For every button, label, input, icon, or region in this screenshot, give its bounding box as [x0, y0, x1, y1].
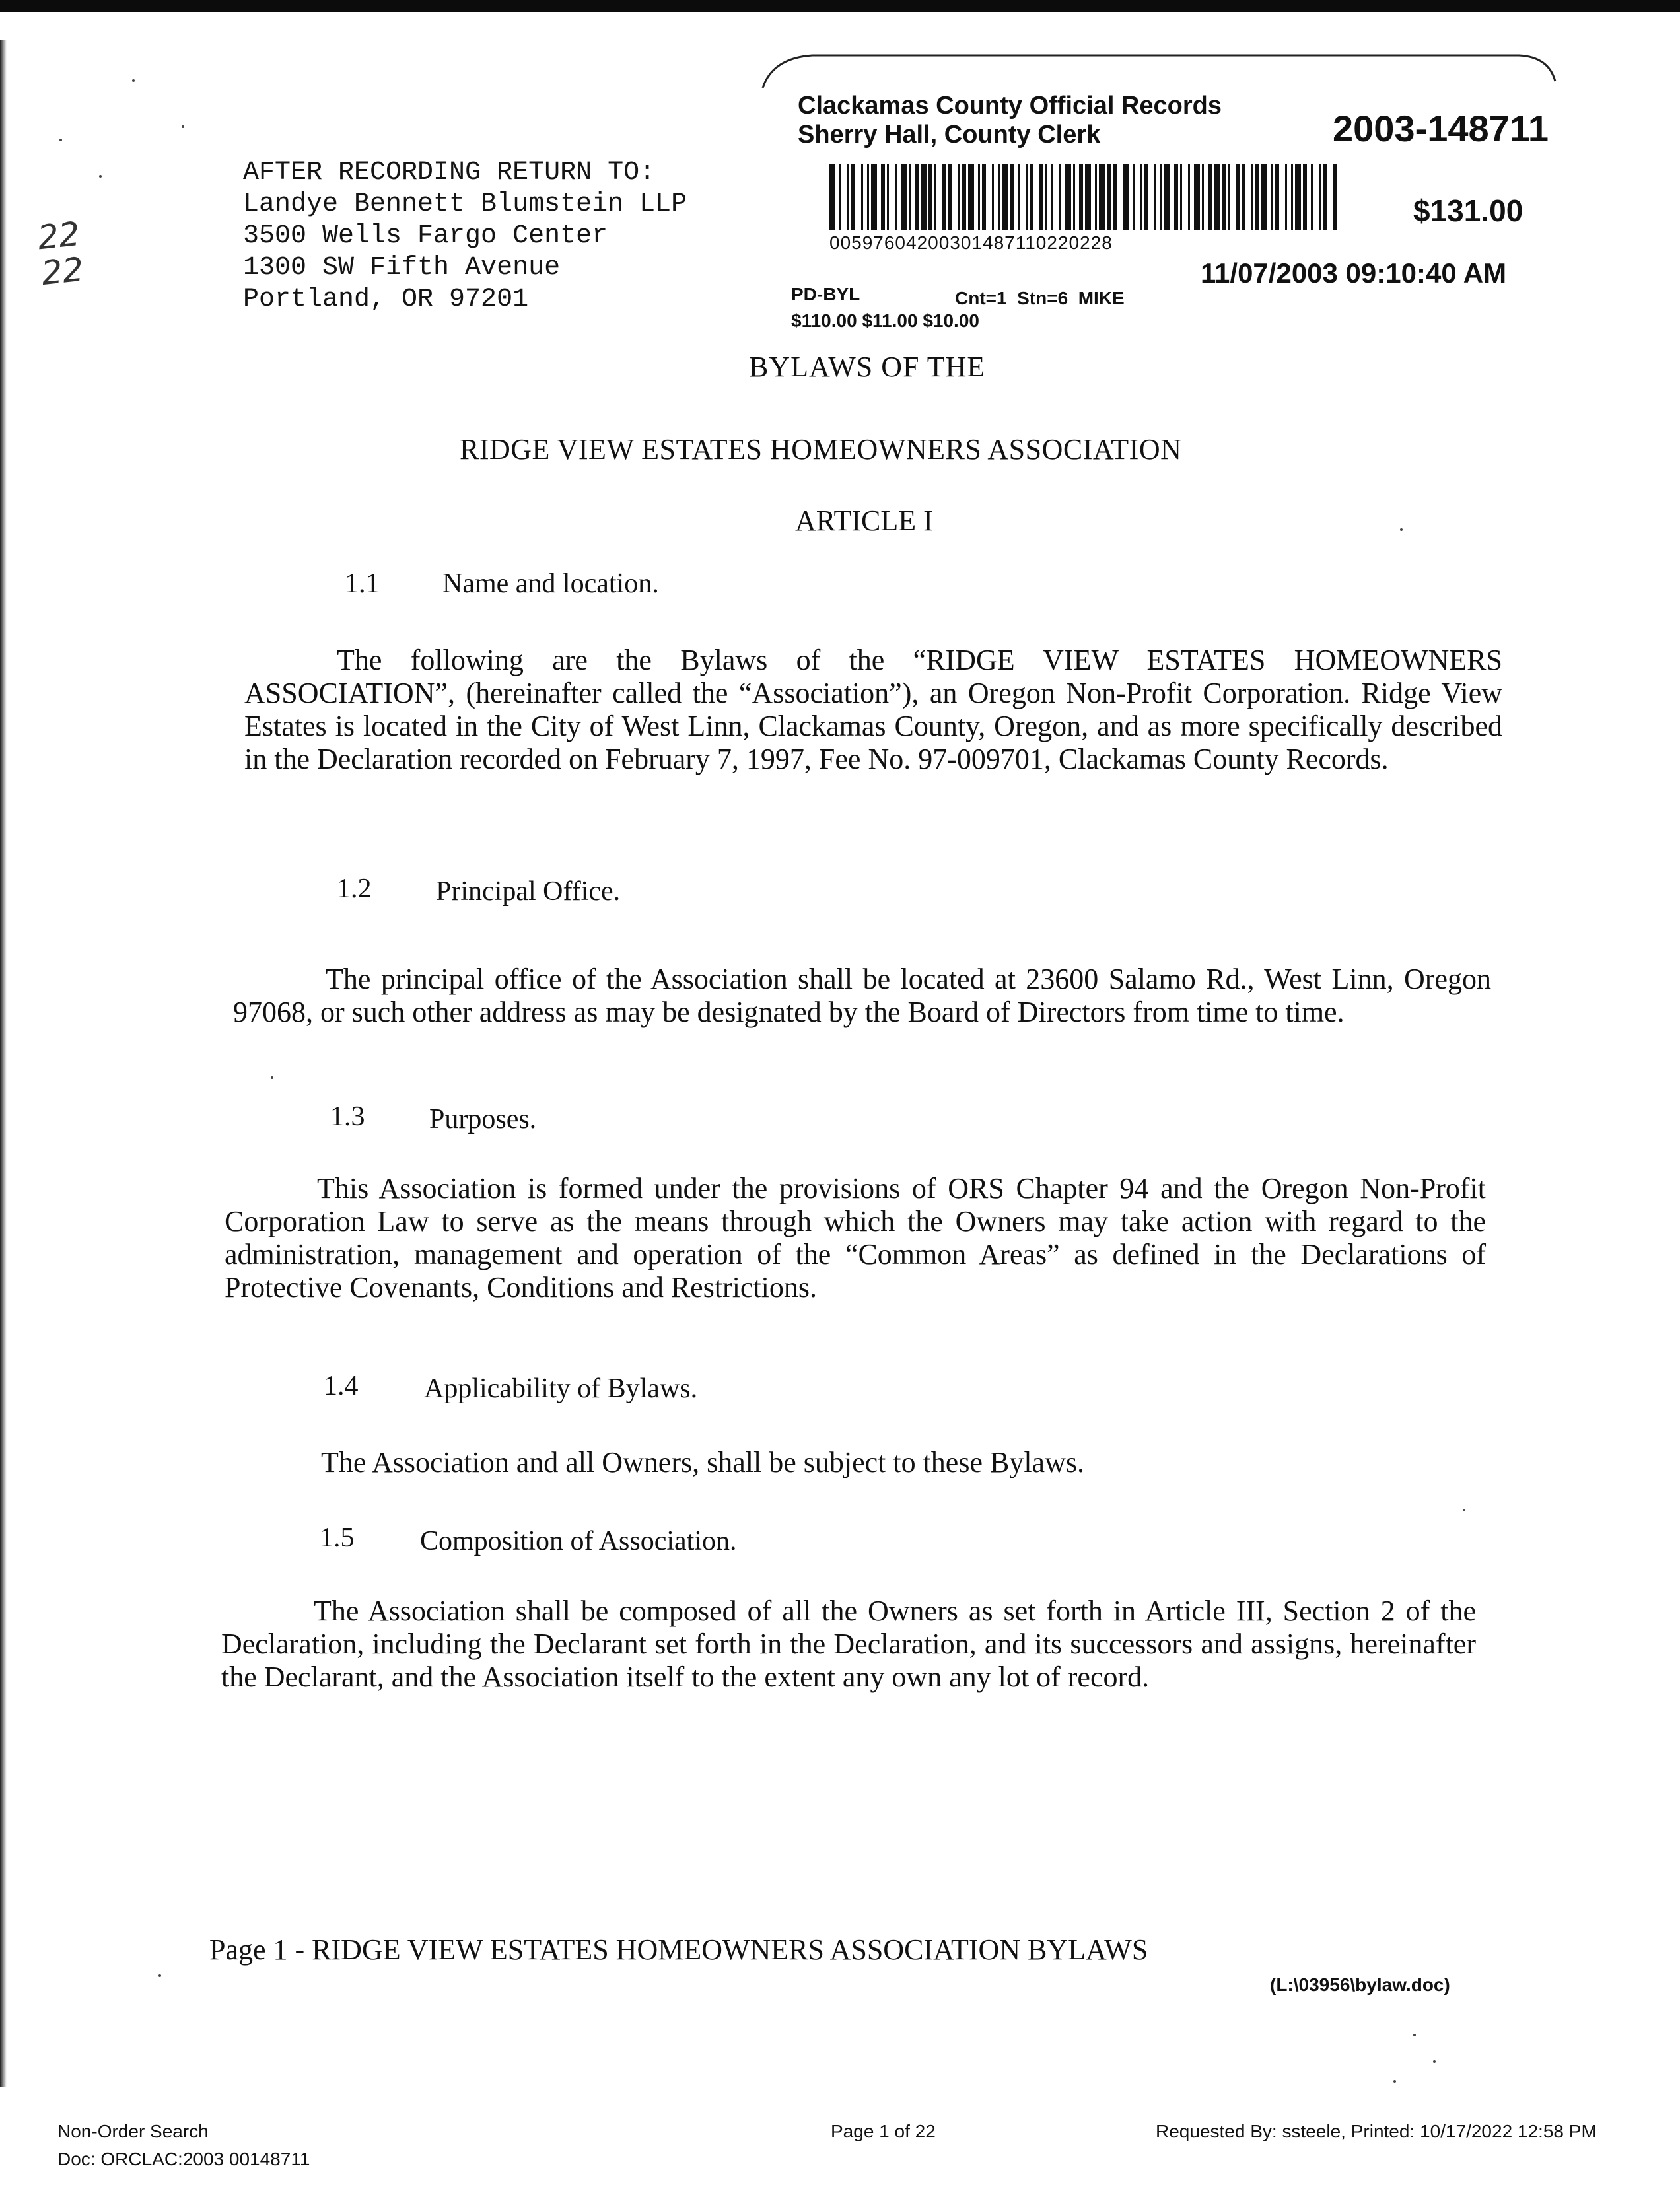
- scan-speck: [1413, 2034, 1416, 2036]
- count-station-info: Cnt=1 Stn=6 MIKE: [955, 288, 1125, 308]
- barcode-icon: [829, 164, 1338, 230]
- section-number: 1.3: [330, 1101, 365, 1132]
- return-address-line: Landye Bennett Blumstein LLP: [243, 190, 687, 219]
- scan-speck: [1400, 528, 1403, 531]
- section-paragraph: [221, 1595, 1476, 1694]
- section-title: Applicability of Bylaws.: [424, 1373, 698, 1404]
- section-paragraph: [233, 963, 1491, 1029]
- section-title: Purposes.: [429, 1104, 537, 1134]
- section-paragraph: [321, 1446, 1510, 1479]
- document-subtitle: RIDGE VIEW ESTATES HOMEOWNERS ASSOCIATION: [460, 433, 1182, 466]
- paragraph-text: This Association is formed under the provisions of ORS Chapter 94 and the Oregon Non-Profit Corporation Law to serve as the means through which the Owners may take action with regard to the administration, management and operation of the “Common Areas” as defined in the Declarations of Protective Covenants, Conditions and Restrictions.: [225, 1172, 1486, 1303]
- document-id-label: Doc: ORCLAC:2003 00148711: [57, 2149, 310, 2169]
- recording-datetime: 11/07/2003 09:10:40 AM: [1201, 258, 1507, 289]
- section-number: 1.1: [345, 569, 380, 599]
- scan-left-edge: [0, 40, 7, 2087]
- return-address-line: 1300 SW Fifth Avenue: [243, 253, 561, 283]
- section-paragraph: [244, 644, 1502, 776]
- scan-speck: [1463, 1509, 1465, 1511]
- paragraph-text: The Association shall be composed of all the Owners as set forth in Article III, Section 2 of the Declaration, including the Declarant set forth in the Declaration, and its successors and assigns, hereinafter the Declarant, and the Association itself to the extent any own any lot of record.: [221, 1595, 1476, 1693]
- file-reference: (L:\03956\bylaw.doc): [1270, 1974, 1450, 1995]
- return-address: [243, 157, 687, 316]
- stamp-border-arc: [759, 52, 1558, 91]
- scan-speck: [99, 175, 102, 178]
- county-records-title: Clackamas County Official Records: [798, 92, 1222, 120]
- return-address-heading: AFTER RECORDING RETURN TO:: [243, 158, 656, 188]
- paragraph-text: The following are the Bylaws of the “RIDGE VIEW ESTATES HOMEOWNERS ASSOCIATION”, (hereinafter called the “Association”), an Oregon Non-Profit Corporation. Ridge View Estates is located in the City of West Linn, Clackamas County, Oregon, and as more specifically described in the Declaration recorded on February 7, 1997, Fee No. 97-009701, Clackamas County Records.: [244, 644, 1502, 775]
- barcode-digits: 00597604200301487110220228: [829, 232, 1113, 253]
- record-number: 2003-148711: [1333, 108, 1549, 149]
- handwritten-note: [36, 216, 86, 291]
- paragraph-text: The Association and all Owners, shall be subject to these Bylaws.: [321, 1446, 1084, 1478]
- fee-breakdown: $110.00 $11.00 $10.00: [791, 310, 979, 331]
- scan-speck: [182, 125, 184, 128]
- handwritten-line: 22: [39, 250, 86, 293]
- page-indicator: Page 1 of 22: [831, 2121, 936, 2141]
- section-title: Composition of Association.: [420, 1526, 737, 1556]
- scan-speck: [1393, 2080, 1396, 2083]
- recording-office: [798, 91, 1222, 149]
- fee-total: $131.00: [1413, 193, 1523, 228]
- document-type-code: PD-BYL: [791, 284, 860, 304]
- scan-speck: [158, 1974, 161, 1977]
- county-clerk-name: Sherry Hall, County Clerk: [798, 121, 1101, 149]
- scan-top-edge: [0, 0, 1680, 12]
- paragraph-text: The principal office of the Association shall be located at 23600 Salamo Rd., West Linn, Oregon 97068, or such other address as may be designated by the Board of Directors from time to time.: [233, 963, 1491, 1028]
- section-number: 1.4: [324, 1371, 359, 1401]
- scan-speck: [271, 1076, 273, 1079]
- section-number: 1.5: [320, 1523, 355, 1553]
- scan-speck: [132, 79, 135, 82]
- search-type-label: Non-Order Search: [57, 2121, 209, 2141]
- section-title: Name and location.: [442, 569, 659, 599]
- article-heading: ARTICLE I: [795, 504, 933, 537]
- return-address-line: 3500 Wells Fargo Center: [243, 221, 608, 251]
- document-title: BYLAWS OF THE: [749, 351, 986, 383]
- return-address-line: Portland, OR 97201: [243, 285, 529, 314]
- section-paragraph: [225, 1172, 1486, 1304]
- scan-speck: [1433, 2060, 1436, 2063]
- handwritten-line: 22: [36, 214, 82, 258]
- section-number: 1.2: [337, 874, 372, 904]
- section-title: Principal Office.: [436, 876, 621, 907]
- scan-speck: [59, 139, 62, 141]
- page-footer: Page 1 - RIDGE VIEW ESTATES HOMEOWNERS ASSOCIATION BYLAWS: [209, 1933, 1148, 1966]
- print-info: Requested By: ssteele, Printed: 10/17/2022 12:58 PM: [1156, 2121, 1597, 2141]
